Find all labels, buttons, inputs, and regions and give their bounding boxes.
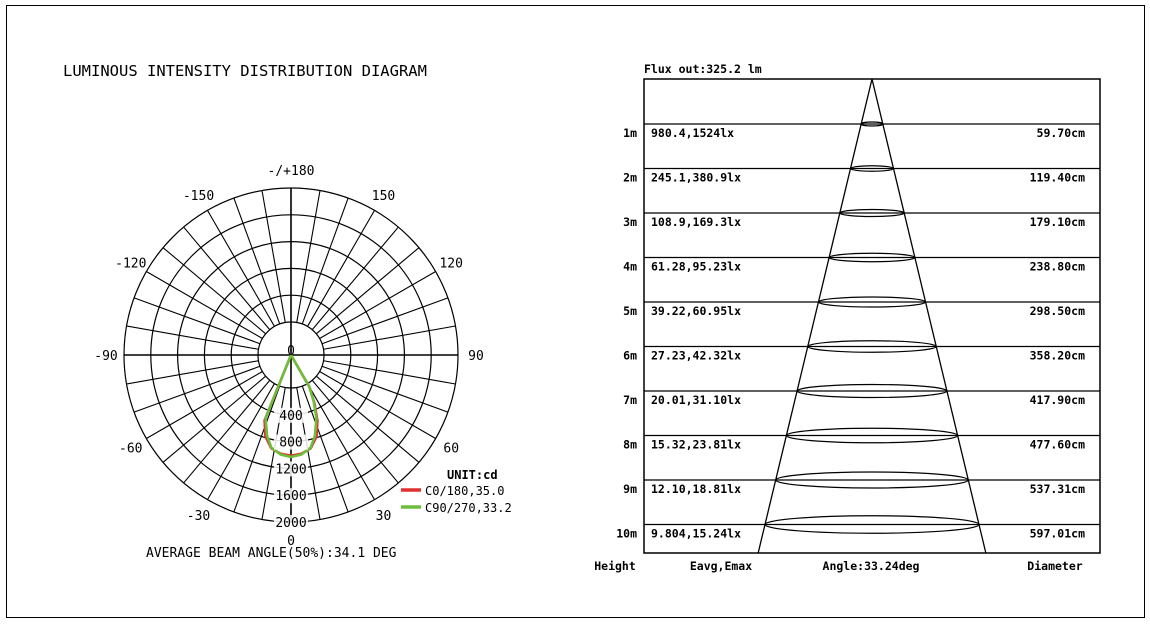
polar-spoke	[134, 298, 260, 344]
polar-spoke	[297, 191, 320, 323]
polar-angle-label: 30	[375, 509, 392, 525]
polar-radial-tick: 800	[279, 435, 303, 451]
row-illuminance: 61.28,95.23lx	[651, 259, 742, 274]
unit-label: UNIT:cd	[447, 468, 498, 482]
row-illuminance: 245.1,380.9lx	[651, 170, 742, 185]
row-diameter: 119.40cm	[1029, 170, 1085, 185]
polar-spoke	[184, 227, 270, 330]
polar-angle-label: -60	[119, 441, 143, 457]
cone-edge-left	[758, 79, 872, 553]
beam-angle-footer: AVERAGE BEAM ANGLE(50%):34.1 DEG	[146, 546, 397, 561]
polar-spoke	[163, 376, 266, 462]
polar-spoke	[134, 366, 260, 412]
polar-angle-label: -90	[94, 349, 118, 364]
row-height: 6m	[623, 348, 637, 363]
row-illuminance: 27.23,42.32lx	[651, 348, 742, 363]
polar-spoke	[323, 361, 455, 384]
polar-spoke	[323, 326, 455, 349]
polar-angle-label: -30	[186, 509, 211, 525]
row-height: 5m	[623, 304, 637, 318]
row-height: 3m	[623, 215, 637, 229]
row-height: 7m	[623, 393, 637, 407]
flux-out-label: Flux out:325.2 lm	[644, 62, 762, 76]
row-height: 4m	[623, 259, 637, 274]
column-label: Height	[594, 559, 636, 573]
polar-angle-label: -/+180	[267, 164, 315, 179]
polar-spoke	[316, 248, 419, 334]
row-height: 9m	[623, 482, 637, 496]
row-illuminance: 108.9,169.3lx	[651, 215, 742, 229]
polar-radial-tick: 1200	[275, 462, 307, 478]
row-height: 2m	[623, 170, 637, 185]
polar-angle-label: -150	[182, 188, 215, 204]
polar-spoke	[316, 376, 419, 462]
row-diameter: 358.20cm	[1029, 348, 1085, 363]
polar-spoke	[262, 191, 285, 323]
row-diameter: 179.10cm	[1029, 215, 1085, 229]
polar-angle-label: 90	[468, 349, 484, 364]
row-illuminance: 15.32,23.81lx	[651, 437, 742, 452]
row-diameter: 477.60cm	[1029, 437, 1085, 452]
polar-spoke	[163, 248, 266, 334]
row-diameter: 417.90cm	[1029, 393, 1085, 407]
row-diameter: 537.31cm	[1029, 482, 1085, 496]
polar-angle-label: 0	[287, 534, 295, 549]
polar-spoke	[312, 380, 398, 483]
polar-angle-label: 60	[443, 441, 460, 457]
polar-spoke	[302, 198, 348, 324]
row-illuminance: 20.01,31.10lx	[651, 393, 742, 407]
polar-radial-tick: 400	[279, 408, 303, 424]
polar-spoke	[322, 298, 448, 344]
polar-legend	[401, 484, 512, 515]
row-diameter: 59.70cm	[1036, 126, 1085, 140]
polar-spoke	[312, 227, 398, 330]
row-diameter: 298.50cm	[1029, 304, 1085, 318]
polar-angle-label: -120	[115, 256, 147, 272]
row-diameter: 597.01cm	[1029, 526, 1085, 541]
row-illuminance: 9.804,15.24lx	[651, 526, 742, 541]
polar-spoke	[184, 380, 270, 483]
row-diameter: 238.80cm	[1029, 259, 1085, 274]
legend-label: C90/270,33.2	[425, 501, 512, 515]
row-illuminance: 39.22,60.95lx	[651, 304, 742, 318]
legend-label: C0/180,35.0	[425, 484, 505, 498]
row-illuminance: 980.4,1524lx	[651, 126, 735, 140]
column-label: Diameter	[1027, 559, 1083, 573]
row-illuminance: 12.10,18.81lx	[651, 482, 742, 496]
polar-angle-label: 120	[439, 256, 463, 272]
polar-spoke	[322, 366, 448, 412]
polar-spoke	[127, 326, 259, 349]
polar-title: LUMINOUS INTENSITY DISTRIBUTION DIAGRAM	[63, 62, 427, 80]
row-height: 1m	[623, 126, 637, 140]
column-label: Angle:33.24deg	[822, 559, 920, 573]
polar-radial-tick: 2000	[275, 516, 307, 531]
polar-radial-tick: 1600	[275, 489, 307, 505]
beam-table	[594, 62, 1100, 573]
polar-diagram	[63, 62, 512, 561]
polar-center-label: 0	[287, 344, 295, 359]
column-label: Eavg,Emax	[689, 559, 753, 573]
polar-spoke	[234, 198, 280, 324]
row-height: 8m	[623, 437, 637, 452]
polar-spoke	[127, 361, 259, 384]
cone-edge-right	[872, 79, 986, 553]
row-height: 10m	[616, 526, 637, 541]
polar-angle-label: 150	[371, 188, 396, 204]
